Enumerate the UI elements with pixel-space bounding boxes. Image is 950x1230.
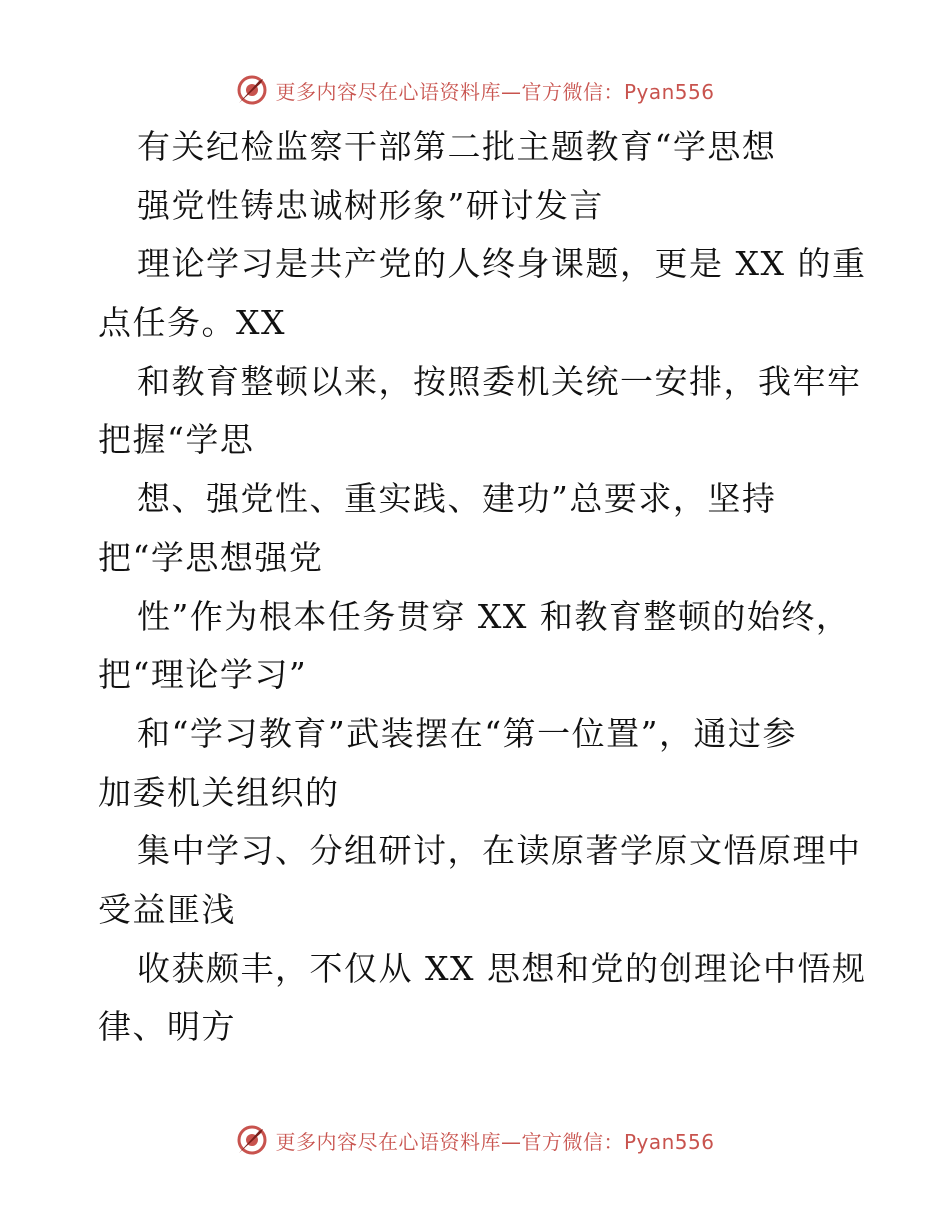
paragraph-line: 集中学习、分组研讨，在读原著学原文悟原理中 — [137, 831, 862, 871]
paragraph-line: 想、强党性、重实践、建功”总要求，坚持 — [137, 479, 777, 519]
footer-watermark — [0, 1120, 950, 1160]
continuation-line: 把握“学思 — [98, 420, 255, 460]
continuation-line: 点任务。XX — [98, 303, 286, 343]
paragraph-line: 和“学习教育”武装摆在“第一位置”，通过参 — [137, 713, 797, 753]
continuation-line: 把“学思想强党 — [98, 537, 324, 577]
quill-logo-icon — [235, 1123, 269, 1157]
watermark-text: 更多内容尽在心语资料库—官方微信：Pyan556 — [275, 79, 715, 104]
paragraph-line: 和教育整顿以来，按照委机关统一安排，我牢牢 — [137, 361, 862, 401]
continuation-line: 把“理论学习” — [98, 655, 308, 695]
continuation-line: 律、明方 — [98, 1007, 236, 1047]
paragraph-line: 强党性铸忠诚树形象”研讨发言 — [137, 185, 604, 225]
paragraph-line: 理论学习是共产党的人终身课题，更是 XX 的重 — [137, 244, 867, 284]
watermark-text: 更多内容尽在心语资料库—官方微信：Pyan556 — [275, 1129, 715, 1154]
paragraph-line: 性”作为根本任务贯穿 XX 和教育整顿的始终， — [137, 596, 851, 636]
paragraph-line: 收获颇丰，不仅从 XX 思想和党的创理论中悟规 — [137, 948, 867, 988]
paragraph-line: 有关纪检监察干部第二批主题教育“学思想 — [137, 127, 777, 166]
document-body — [0, 118, 950, 1057]
header-watermark — [0, 70, 950, 110]
quill-logo-icon — [235, 73, 269, 107]
continuation-line: 加委机关组织的 — [98, 772, 340, 812]
continuation-line: 受益匪浅 — [98, 889, 236, 929]
